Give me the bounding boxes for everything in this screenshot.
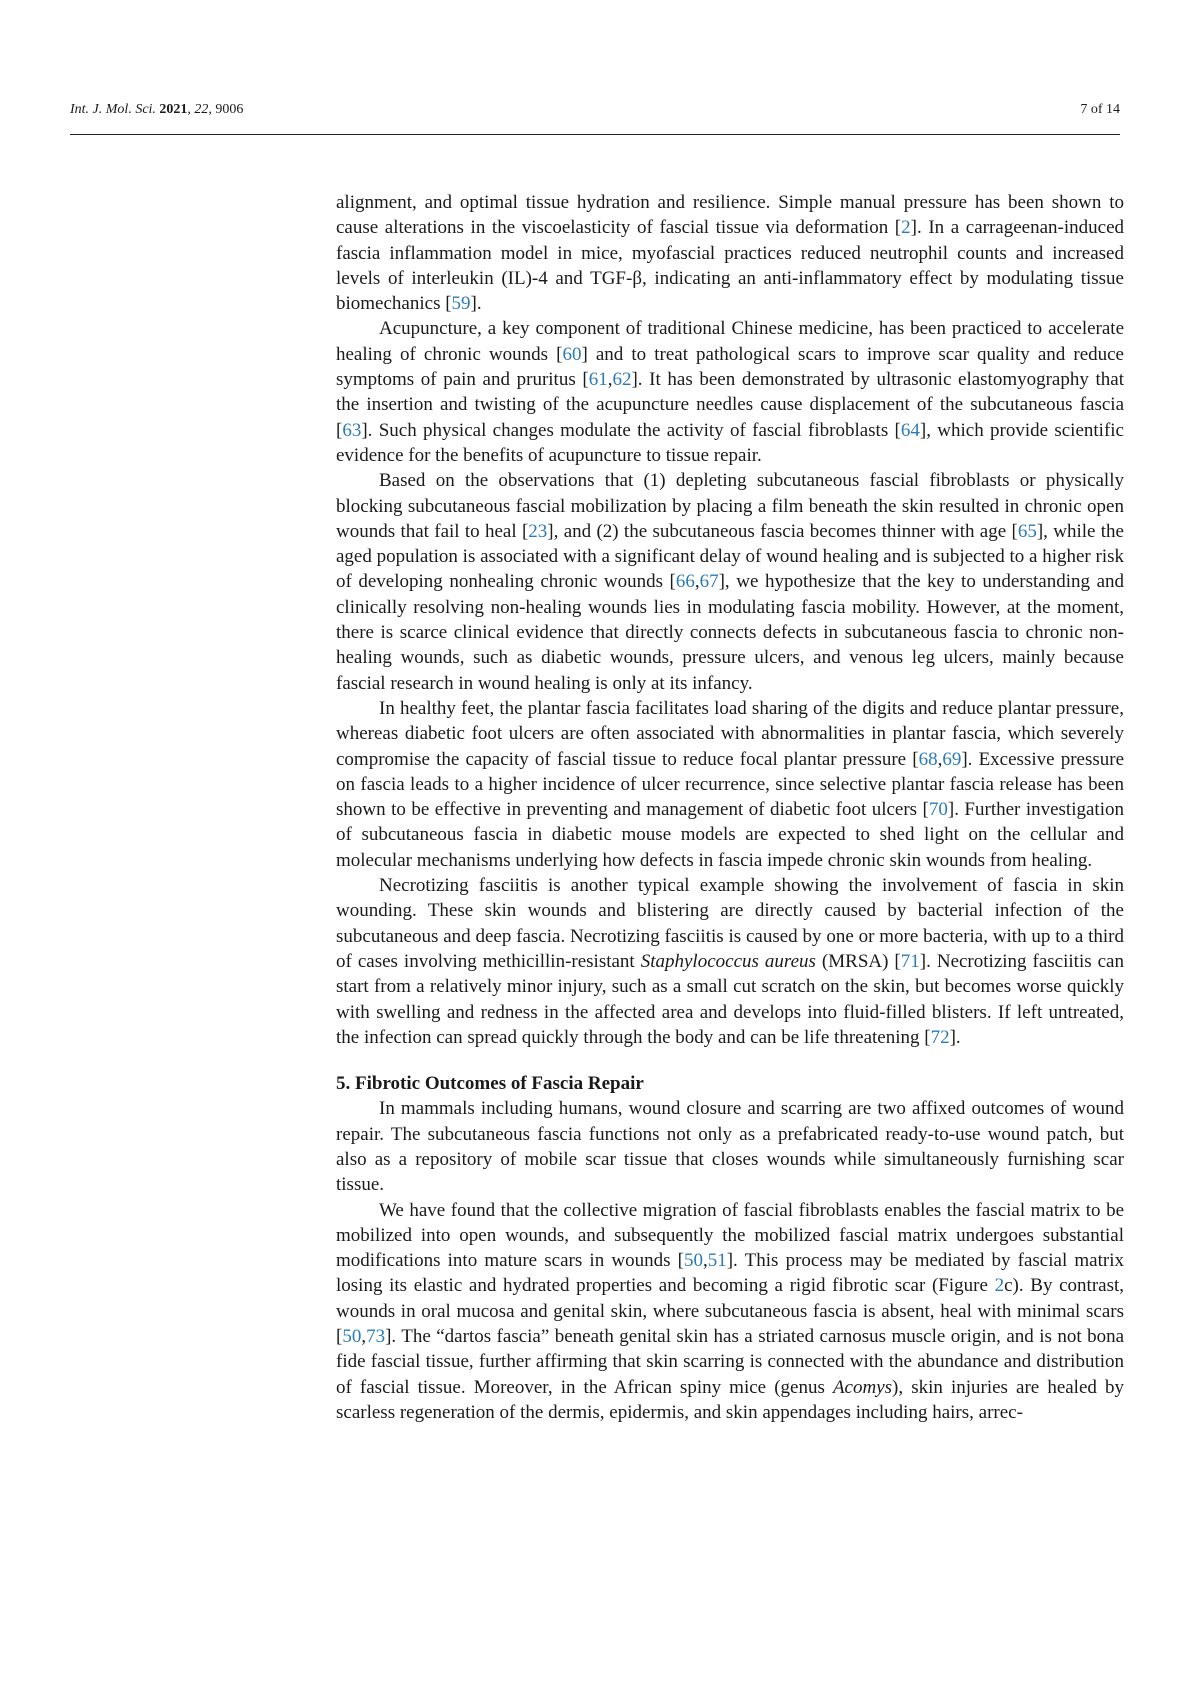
text-run: , [607,369,613,391]
text-run: , [702,1250,708,1272]
text-run: ], and (2) the subcutaneous fascia becomes thinner with age [ [547,520,1018,542]
text-run: We have found that the collective migration of fascial fibroblasts enables the fascial matrix to be mobilized into open wounds, and subsequently the mobilized fascial matrix undergoes substantial modifications into mature scars in wounds [ [336,1199,1124,1272]
citation-link[interactable]: 73 [366,1326,386,1348]
citation-link[interactable]: 68 [918,748,938,770]
citation-link[interactable]: 50 [683,1250,703,1272]
text-run: , [937,748,943,770]
citation-link[interactable]: 66 [675,571,695,593]
citation-link[interactable]: 67 [699,571,719,593]
text-run: , [694,571,700,593]
text-run: ], we hypothesize that the key to understanding and clinically resolving non-healing wounds lies in modulating fascia mobility. However, at the moment, there is scarce clinical evidence that directly connects defects in subcutaneous fascia to chronic non-healing wounds, such as diabetic wounds, pressure ulcers, and venous leg ulcers, mainly because fascial research in wound healing is only at its infancy. [336,571,1124,694]
text-run: In healthy feet, the plantar fascia facilitates load sharing of the digits and reduce plantar pressure, whereas diabetic foot ulcers are often associated with abnormalities in plantar fascia, which severely compromise the capacity of fascial tissue to reduce focal plantar pressure [ [336,697,1124,770]
citation-link[interactable]: 62 [612,369,632,391]
citation-link[interactable]: 23 [528,520,548,542]
text-run: Acupuncture, a key component of traditional Chinese medicine, has been practiced to accelerate healing of chronic wounds [ [336,318,1124,365]
citation-link[interactable]: 65 [1017,520,1037,542]
citation-link[interactable]: 51 [707,1250,727,1272]
text-run: ]. Necrotizing fasciitis can start from a relatively minor injury, such as a small cut scratch on the skin, but becomes worse quickly with swelling and redness in the affected area and develops into fluid-filled blisters. If left untreated, the infection can spread quickly through the body and can be life threatening [ [336,950,1124,1048]
citation-link[interactable]: 61 [588,369,608,391]
body-paragraph [336,873,1124,1050]
body-paragraph [336,696,1124,873]
text-run: ] and to treat pathological scars to improve scar quality and reduce symptoms of pain and pruritus [ [336,343,1124,391]
body-paragraph [336,1198,1124,1426]
citation-link[interactable]: 2 [901,217,911,239]
text-run: , [361,1326,367,1348]
italic-term: Acomys [832,1376,893,1398]
citation-link[interactable]: 63 [342,419,362,441]
body-paragraph [336,1096,1124,1197]
text-run: ]. Further investigation of subcutaneous fascia in diabetic mouse models are expected to shed light on the cellular and molecular mechanisms underlying how defects in fascia impede chronic skin wounds from healing. [336,799,1124,871]
citation-link[interactable]: 59 [451,293,471,315]
text-run: Based on the observations that (1) depleting subcutaneous fascial fibroblasts or physically blocking subcutaneous fascial mobilization by placing a film beneath the skin resulted in chronic open wounds that fail to heal [ [336,470,1124,542]
italic-term: Staphylococcus aureus [640,950,816,972]
citation-link[interactable]: 72 [930,1026,950,1048]
page-number: 7 of 14 [1080,102,1120,117]
body-paragraph [336,190,1124,316]
citation: Int. J. Mol. Sci. 2021, 22, 9006 [70,102,244,117]
citation-link[interactable]: 64 [900,419,920,441]
journal-name: Int. J. Mol. Sci. [70,102,156,117]
text-run: ]. The “dartos fascia” beneath genital skin has a striated carnosus muscle origin, and is not bona fide fascial tissue, further affirming that skin scarring is connected with the abundance and distribution of fascial tissue. Moreover, in the African spiny mice (genus [336,1326,1124,1398]
journal-year: 2021 [159,102,188,117]
text-run: ]. [949,1026,961,1048]
journal-volume: 22 [194,102,209,117]
text-run: ]. [470,293,482,315]
text-run: ), skin injuries are healed by scarless regeneration of the dermis, epidermis, and skin appendages including hairs, arrec- [336,1376,1124,1423]
body-paragraph [336,468,1124,696]
body-paragraph [336,316,1124,468]
citation-link[interactable]: 60 [562,343,582,365]
article-body [336,190,1124,1425]
citation-link[interactable]: 70 [928,799,948,821]
text-run: ]. Excessive pressure on fascia leads to a higher incidence of ulcer recurrence, since selective plantar fascia release has been shown to be effective in preventing and management of diabetic foot ulcers [ [336,748,1125,821]
text-run: alignment, and optimal tissue hydration and resilience. Simple manual pressure has been shown to cause alterations in the viscoelasticity of fascial tissue via deformation [ [336,192,1124,239]
citation-link[interactable]: 50 [342,1326,362,1348]
text-run: ]. In a carrageenan-induced fascia inflammation model in mice, myofascial practices reduced neutrophil counts and increased levels of interleukin (IL)-4 and TGF-β, indicating an anti-inflammatory effect by modulating tissue biomechanics [ [336,217,1125,315]
text-run: ], which provide scientific evidence for the benefits of acupuncture to tissue repair. [336,419,1124,466]
citation-link[interactable]: 2 [994,1275,1005,1297]
citation-link[interactable]: 69 [942,748,962,770]
text-run: In mammals including humans, wound closure and scarring are two affixed outcomes of wound repair. The subcutaneous fascia functions not only as a prefabricated ready-to-use wound patch, but also as a repository of mobile scar tissue that closes wounds while simultaneously furnishing scar tissue. [336,1098,1124,1196]
text-run: c). By contrast, wounds in oral mucosa and genital skin, where subcutaneous fascia is absent, heal with minimal scars [ [336,1275,1125,1348]
text-run: ]. Such physical changes modulate the activity of fascial fibroblasts [ [361,419,901,441]
text-run: Necrotizing fasciitis is another typical example showing the involvement of fascia in skin wounding. These skin wounds and blistering are directly caused by bacterial infection of the subcutaneous and deep fascia. Necrotizing fasciitis is caused by one or more bacteria, with up to a third of cases involving methicillin-resistant [336,875,1124,972]
section-heading: 5. Fibrotic Outcomes of Fascia Repair [336,1073,644,1095]
citation-link[interactable]: 71 [900,950,920,972]
text-run: ]. This process may be mediated by fascial matrix losing its elastic and hydrated properties and becoming a rigid fibrotic scar (Figure [336,1250,1124,1297]
text-run: ]. It has been demonstrated by ultrasonic elastomyography that the insertion and twisting of the acupuncture needles cause displacement of the subcutaneous fascia [ [336,369,1124,441]
text-run: (MRSA) [ [815,950,901,972]
page-header [70,102,1120,135]
text-run: ], while the aged population is associated with a significant delay of wound healing and is subjected to a higher risk of developing nonhealing chronic wounds [ [336,520,1124,593]
article-number: , 9006 [208,102,244,117]
